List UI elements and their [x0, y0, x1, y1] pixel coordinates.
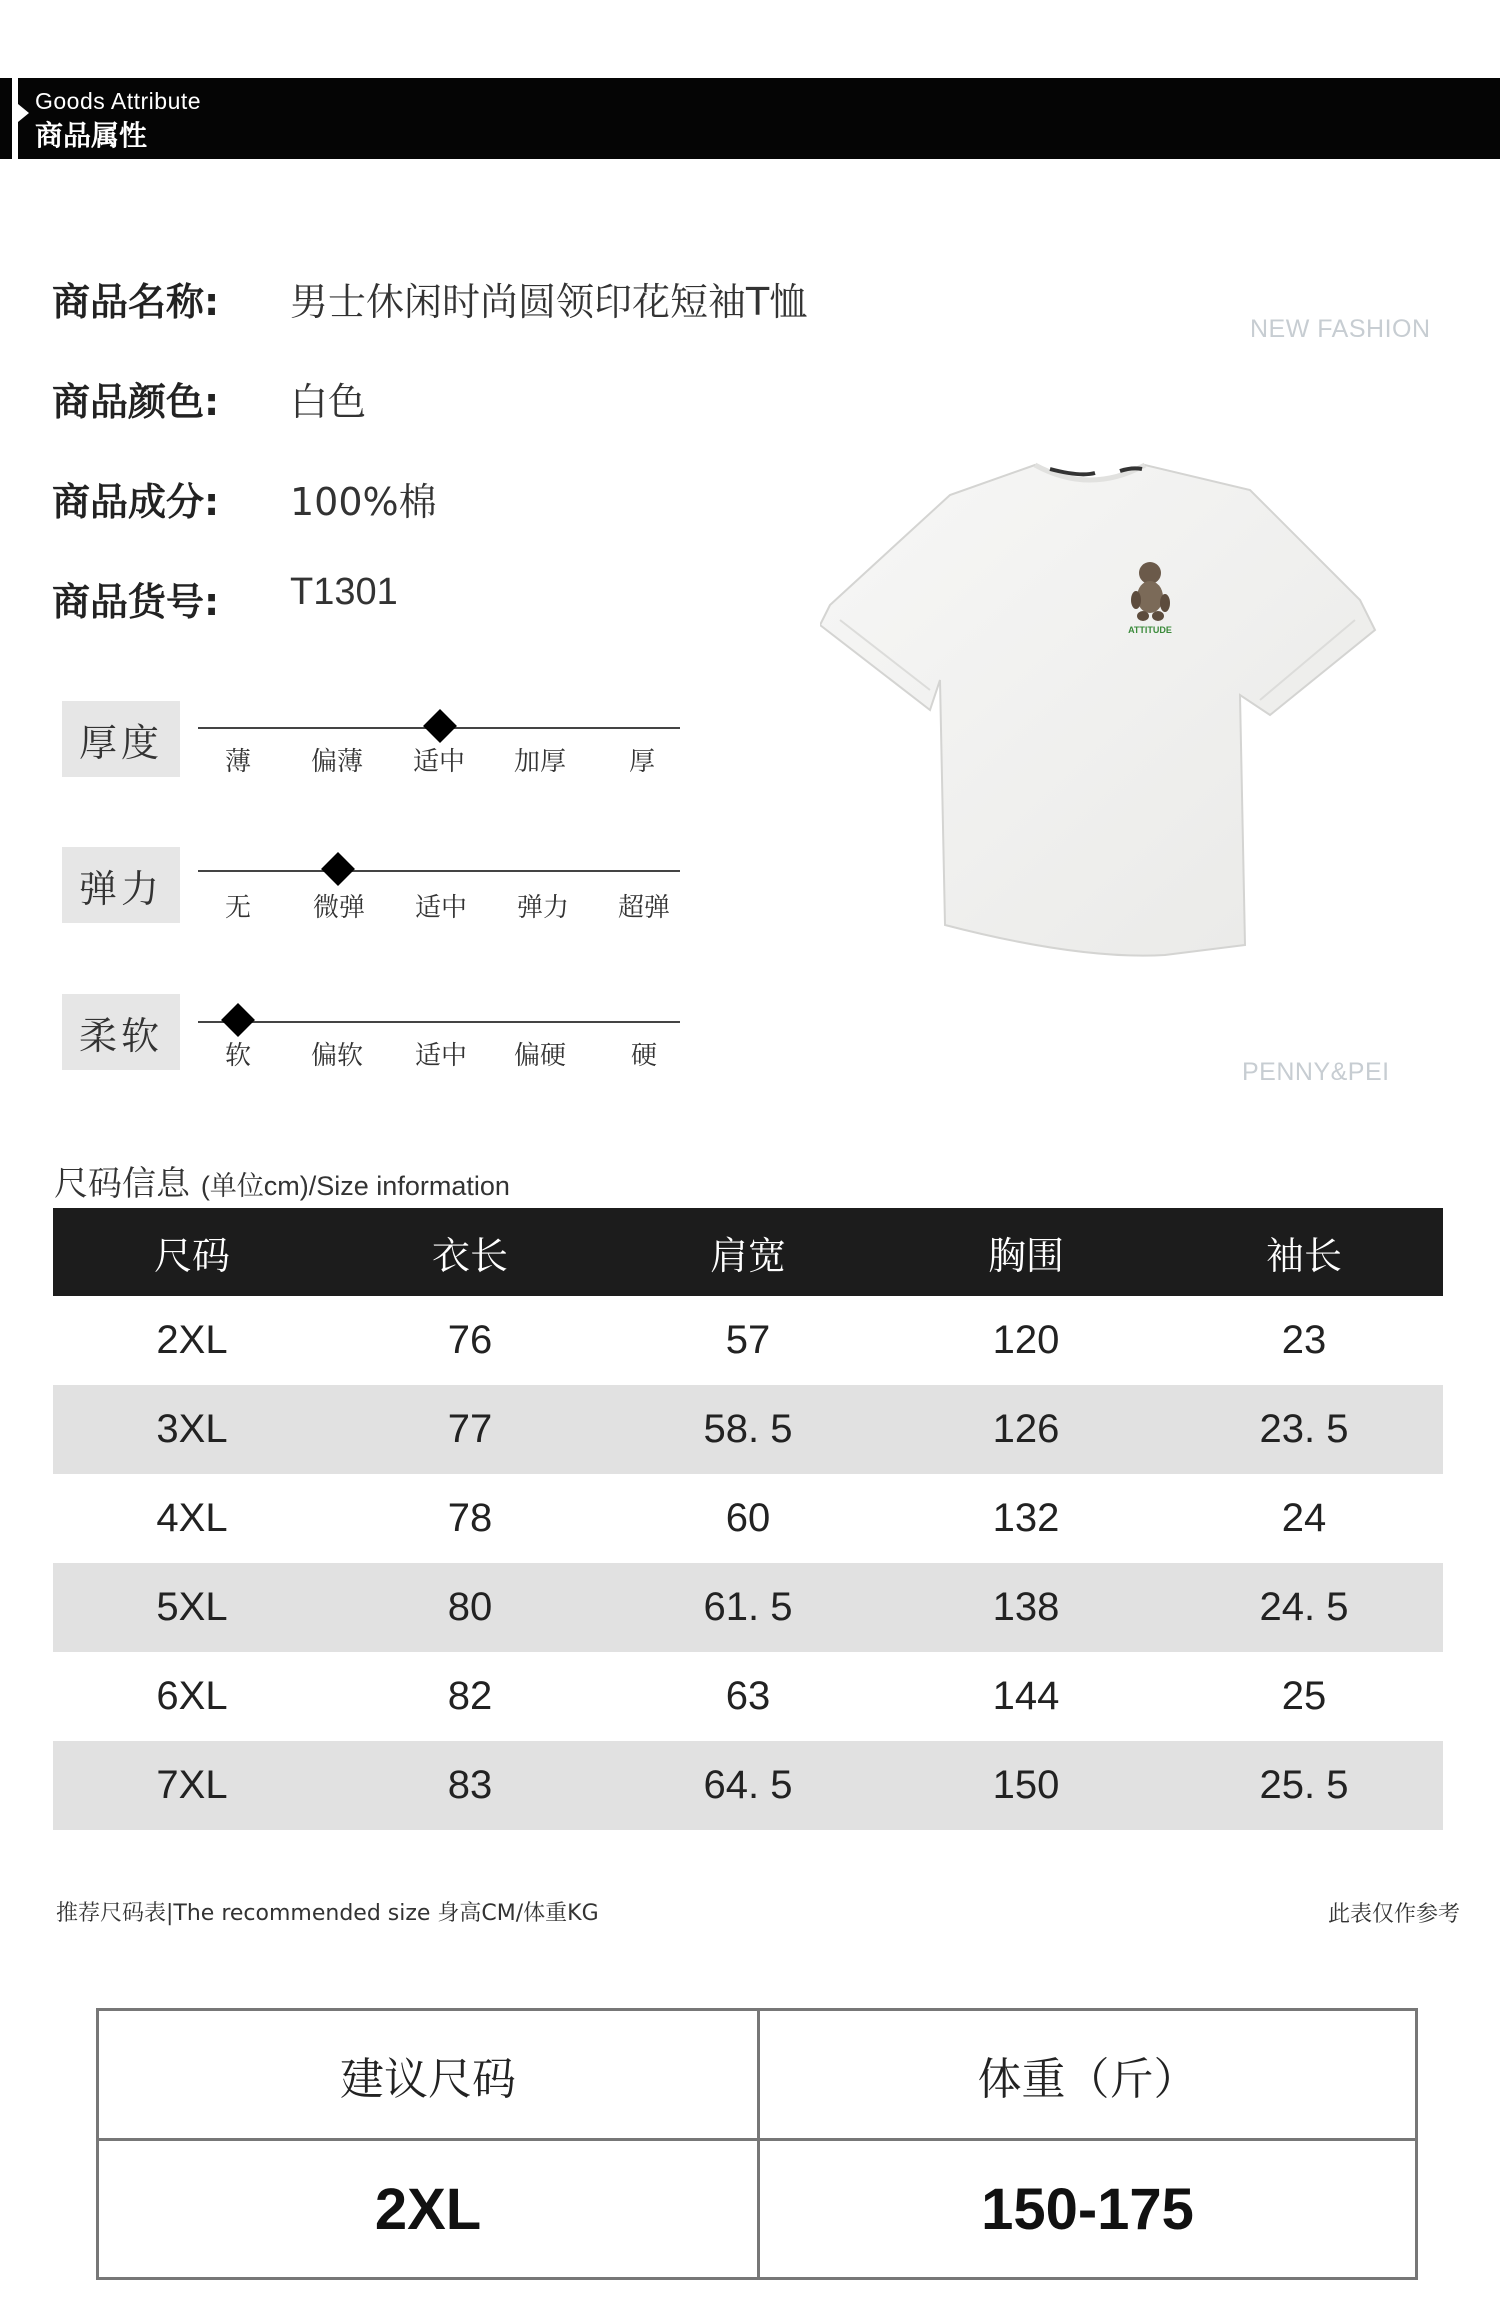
scale-elasticity-option: 无 [224, 893, 251, 923]
section-banner [0, 78, 1500, 159]
cell: 150-175 [757, 2141, 1415, 2277]
header-shoulder: 肩宽 [709, 1233, 786, 1278]
table-row [53, 1385, 1443, 1474]
scale-thickness-option: 加厚 [513, 747, 566, 777]
cell: 57 [725, 1318, 771, 1362]
tshirt-image [820, 455, 1380, 975]
banner-zh-title: 商品属性 [35, 119, 148, 152]
header-chest: 胸围 [987, 1233, 1064, 1278]
attr-color-value: 白色 [290, 380, 367, 424]
recommend-table-header [99, 2011, 1415, 2141]
cell: 23 [1281, 1318, 1327, 1362]
attr-sku-value: T1301 [290, 571, 398, 613]
cell: 6XL [156, 1674, 228, 1718]
table-row [99, 2141, 1415, 2280]
scale-thickness-option: 偏薄 [310, 747, 363, 777]
scale-softness-option: 硬 [630, 1041, 657, 1071]
header-length: 衣长 [431, 1233, 508, 1278]
cell: 60 [725, 1496, 771, 1540]
watermark-new-fashion: NEW FASHION [1250, 315, 1431, 343]
cell: 4XL [156, 1496, 228, 1540]
cell: 80 [447, 1585, 493, 1629]
scale-elasticity-option: 适中 [414, 893, 467, 923]
header-size: 尺码 [153, 1233, 230, 1278]
scale-softness-option: 偏硬 [513, 1041, 566, 1071]
banner-en-title: Goods Attribute [35, 88, 202, 114]
cell: 77 [447, 1407, 493, 1451]
cell: 23. 5 [1259, 1407, 1349, 1451]
cell: 64. 5 [703, 1763, 793, 1807]
watermark-brand: PENNY&PEI [1242, 1058, 1390, 1086]
size-table [53, 1208, 1443, 1830]
scale-elasticity-marker [321, 852, 355, 886]
size-table-header [53, 1208, 1443, 1296]
recommend-note: 此表仅作参考 [1327, 1902, 1460, 1927]
table-row [53, 1296, 1443, 1385]
cell: 144 [992, 1674, 1060, 1718]
cell: 2XL [374, 2176, 482, 2242]
shirt-print-text: ATTITUDE [1128, 625, 1172, 635]
table-row [53, 1652, 1443, 1741]
scale-elasticity-option: 超弹 [617, 893, 670, 923]
header-weight: 体重（斤） [757, 2011, 1415, 2138]
size-info-title-main: 尺码信息 [54, 1164, 190, 1204]
cell: 25. 5 [1259, 1763, 1349, 1807]
table-row [53, 1741, 1443, 1830]
scale-softness-option: 软 [224, 1041, 251, 1071]
cell: 61. 5 [703, 1585, 793, 1629]
attr-name-value: 男士休闲时尚圆领印花短袖T恤 [290, 280, 808, 324]
attr-name-label: 商品名称: [52, 280, 220, 324]
cell: 126 [992, 1407, 1060, 1451]
banner-bar [0, 78, 12, 159]
cell: 132 [992, 1496, 1060, 1540]
table-row [53, 1474, 1443, 1563]
scale-elasticity-option: 微弹 [312, 893, 365, 923]
cell: 25 [1281, 1674, 1327, 1718]
scale-thickness-option: 适中 [412, 747, 465, 777]
attr-sku-label: 商品货号: [52, 580, 220, 624]
cell: 83 [447, 1763, 493, 1807]
cell: 24. 5 [1259, 1585, 1349, 1629]
scale-thickness-marker [423, 709, 457, 743]
banner-arrow-icon [18, 104, 29, 122]
cell: 5XL [156, 1585, 228, 1629]
attr-color-label: 商品颜色: [52, 380, 220, 424]
scale-softness-marker [221, 1003, 255, 1037]
recommend-caption: 推荐尺码表|The recommended size 身高CM/体重KG [56, 1901, 599, 1926]
size-info-title [54, 1156, 510, 1205]
cell: 63 [725, 1674, 771, 1718]
header-suggested-size: 建议尺码 [340, 2053, 516, 2105]
cell: 7XL [156, 1763, 228, 1807]
cell: 78 [447, 1496, 493, 1540]
scale-thickness-option: 薄 [224, 747, 251, 777]
scale-softness-label: 柔软 [62, 994, 180, 1070]
attr-material-label: 商品成分: [52, 480, 220, 524]
cell: 138 [992, 1585, 1060, 1629]
cell: 120 [992, 1318, 1060, 1362]
scale-elasticity-label: 弹力 [62, 847, 180, 923]
attr-material-value: 100%棉 [290, 480, 437, 524]
scale-softness-option: 偏软 [310, 1041, 363, 1071]
scale-thickness-label: 厚度 [62, 701, 180, 777]
recommend-table [96, 2008, 1418, 2280]
cell: 24 [1281, 1496, 1327, 1540]
cell: 82 [447, 1674, 493, 1718]
table-row [53, 1563, 1443, 1652]
scale-softness-option: 适中 [414, 1041, 467, 1071]
size-info-subtitle: (单位cm)/Size information [200, 1171, 510, 1201]
cell: 150 [992, 1763, 1060, 1807]
scale-softness-line [198, 1021, 680, 1023]
cell: 76 [447, 1318, 493, 1362]
cell: 3XL [156, 1407, 228, 1451]
scale-thickness-option: 厚 [628, 747, 655, 777]
cell: 2XL [156, 1318, 228, 1362]
cell: 58. 5 [703, 1407, 793, 1451]
scale-elasticity-option: 弹力 [516, 893, 569, 923]
header-sleeve: 袖长 [1265, 1233, 1342, 1278]
scale-elasticity-line [198, 870, 680, 872]
